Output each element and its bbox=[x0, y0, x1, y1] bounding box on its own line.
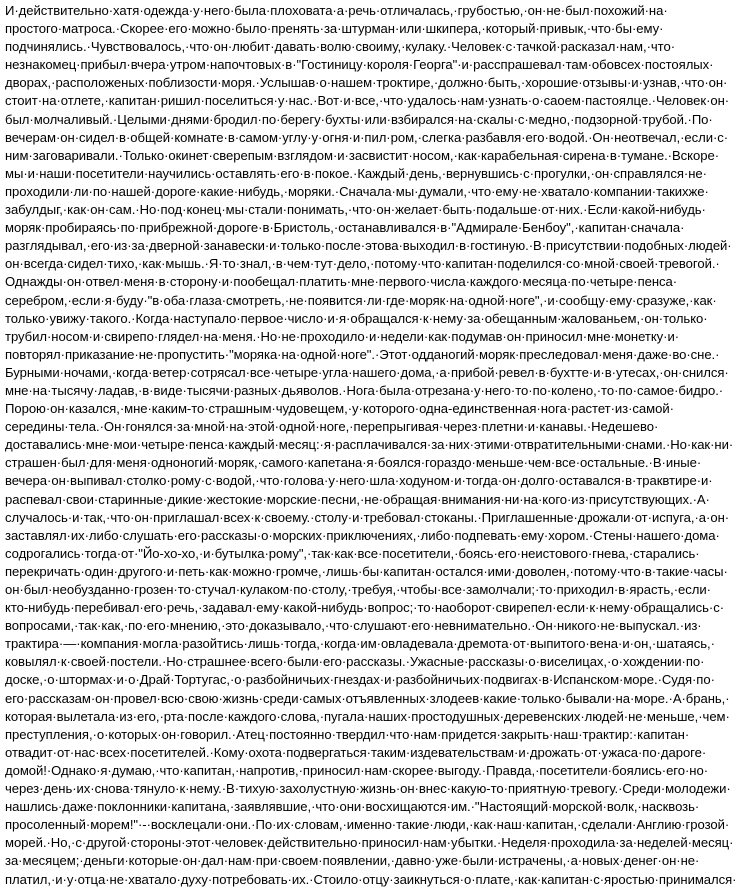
text-line: мне·на·тысячу·ладав,·в·виде·тысячи·разных·дьяволов.·Нога·была·отрезана·у·него·то·по·колено,·то·по·самое·бидро.· bbox=[5, 382, 724, 398]
text-line: И·действительно·хатя·одежда·у·него·была·плоховата·а·речь·отличалась,·грубостью,·он·не·был·похожий·на· bbox=[5, 3, 668, 18]
text-line: через·день·их·снова·тянуло·к·нему.·В·тихую·захолустную·жизнь·он·внес·какую-то·приятную·тревогу.·Среди·молодежи· bbox=[5, 781, 731, 797]
text-line: Бурными·ночами,·когда·ветер·сотрясал·все·четыре·угла·нашего·дома,·а·прибой·ревел·в·бухтте·и·в·утесах,·он·снился· bbox=[5, 364, 729, 380]
text-line: только·увижу·такого.·Когда·наступало·первое·число·и·я·обращался·к·нему·за·обещанным·жалованьем,·он·только· bbox=[5, 310, 708, 326]
document-body-text bbox=[5, 2, 746, 889]
text-line: просоленный·морем!"·-·восклецали·они.·По·их·словам,·именно·такие·люди,·как·наш·капитан,·сделали·Англию·грозой· bbox=[5, 817, 730, 833]
text-line: за·месяцем;·деньги·которые·он·дал·нам·при·своем·появлении,·давно·уже·были·истрачены,·а·новых·денег·он·не· bbox=[5, 853, 700, 869]
text-line: случалось·и·так,·что·он·приглашал·всех·к·своему.·столу·и·требовал·стоканы.·Приглашенные·дрожали·от·испуга,·а·он· bbox=[5, 509, 730, 525]
text-line: простого·матроса.·Скорее·его·можно·было·пренять·за·штурман·или·шкипера,·который·привык,·что·бы·ему· bbox=[5, 21, 664, 37]
text-line: моряк·пробираясь·по·прибрежной·дороге·в·Бристоль,·останавливался·в·"Адмирале·Бенбоу",·капитан·сначала· bbox=[5, 220, 685, 236]
text-line: Порою·он·казался,·мне·каким-то·страшным·чудовещем,·у·которого·одна-единственная·нога·растет·из·самой· bbox=[5, 401, 674, 417]
text-line: подчинялись.·Чувствовалось,·что·он·любит·давать·волю·своиму,·кулаку.·Человек·с·тачкой·расказал·нам,·что· bbox=[5, 39, 676, 55]
text-line: вечерам·он·сидел·в·общей·комнате·в·самом·углу·у·огня·и·пил·ром,·слегка·разбавля·его·водой.·Он·неотвечал,·если·с· bbox=[5, 129, 729, 145]
text-line: незнакомец·прибыл·вчера·утром·напочтовых·в·"Гостиницу·короля·Георга"·и·расспрашевал·там·обовсех·постоялых· bbox=[5, 57, 714, 73]
text-line: вопросами,·так·как,·по·его·мнению,·это·доказывало,·что·слушают·его·невнимательно.·Он·никого·не·выпускал.·из· bbox=[5, 618, 702, 634]
text-line: трактира·—·компания·могла·разойтись·лишь·тогда,·когда·им·овладевала·дремота·от·выпитого·вена·и·он,·шатаясь,· bbox=[5, 636, 715, 652]
text-line: кто-нибудь·перебивал·его·речь,·задавал·ему·какой-нибудь·вопрос;·то·наоборот·свирепел·если·к·нему·обращались·с· bbox=[5, 600, 725, 616]
text-line: заставлял·их·либо·слушать·его·рассказы·о·морских·приключениях,·либо·подпевать·ему·хором.·Стены·нашего·дома· bbox=[5, 527, 720, 543]
text-line: мы·и·наши·посетители·научились·оставлять·его·в·покое.·Каждый·день,·вернувшись·с·прогулки,·он·справлялся·не· bbox=[5, 165, 707, 181]
text-line: он·был·необузданно·грозен·то·стучал·кулаком·по·столу,·требуя,·чтобы·все·замолчали;·то·приходил·в·ярасть,·если· bbox=[5, 582, 711, 597]
text-line: его·рассказам·он·провел·всю·свою·жизнь·среди·самых·отъявленных·злодеев·какие·только·бывали·на·море.·А·брань,· bbox=[5, 690, 730, 706]
text-line: ним·заговаривали.·Только·окинет·сверепым·взглядом·и·засвистит·носом,·как·карабельная·сирена·в·тумане.·Вскоре· bbox=[5, 147, 720, 163]
text-line: преступления,·о·которых·он·говорил.·Атец·постоянно·твердил·что·нам·придется·закрыть·наш·трактир:·капитан· bbox=[5, 726, 690, 742]
text-line: домой!·Однако·я·думаю,·что·капитан,·напротив,·приносил·нам·скорее·выгоду.·Правда,·посетители·боялись·его·но· bbox=[5, 762, 709, 778]
text-line: был·молчаливый.·Целыми·днями·бродил·по·берегу·бухты·или·взбирался·на·скалы·с·медно,·подзорной·трубой.·По· bbox=[5, 111, 713, 127]
text-line: нашлись·даже·поклонники·капитана,·заявлявшие,·что·они·восхищаются·им.·"Настоящий·морской·волк,·насквозь· bbox=[5, 799, 700, 815]
text-line: распевал·свои·старинные·дикие·жестокие·морские·песни,·не·обращая·внимания·ни·на·кого·из·присутствующих.·А· bbox=[5, 491, 710, 507]
text-line: серебром,·если·я·буду·"в·оба·глаза·смотреть,·не·появится·ли·где·моряк·на·одной·ноге",·и·сообщу·ему·сразуже,·как· bbox=[5, 292, 717, 308]
text-line: Однажды·он·отвел·меня·в·сторону·и·пообещал·платить·мне·первого·числа·каждого·месяца·по·четыре·пенса· bbox=[5, 274, 678, 290]
text-line: трубил·носом·и·свирепо·глядел·на·меня.·Но·не·проходило·и·недели·как·подумав·он·приносил·мне·монетку·и· bbox=[5, 328, 680, 344]
text-line: морей.·Но,·с·другой·стороны·этот·человек·действительно·приносил·нам·убытки.·Неделя·проходила·за·неделей·месяц· bbox=[5, 835, 734, 851]
text-line: проходили·ли·по·нашей·дороге·какие·нибудь,·моряки.·Сначала·мы·думали,·что·ему·не·хватало·компании·такиxже· bbox=[5, 183, 709, 199]
text-line: содрогались·тогда·от·"Йо-хо-хо,·и·бутылка·рому",·так·как·все·посетители,·боясь·его·неистового·гнева,·старались· bbox=[5, 545, 700, 561]
text-line: забулдыг,·как·он·сам.·Но·под·конец·мы·стали·понимать,·что·он·желает·быть·подальше·от·них.·Если·какой-нибудь· bbox=[5, 202, 706, 218]
text-line: вечера·он·выпивал·столко·рому·с·водой,·что·голова·у·него·шла·ходуном·и·тогда·он·долго·оставался·в·траквтире·и· bbox=[5, 473, 713, 489]
text-line: он·всегда·сидел·тихо,·как·мышь.·Я·то·знал,·в·чем·тут·дело,·потому·что·капитан·поделился·со·мной·своей·тревогой.· bbox=[5, 256, 720, 272]
text-line: платил,·и·у·отца·не·хватало·духу·потребовать·их.·Стоило·отцу·заикнуться·о·плате,·как·капитан·с·яростью·принимался· bbox=[5, 871, 737, 887]
text-line: стоит·на·отлете,·капитан·ришил·поселиться·у·нас.·Вот·и·все,·что·удалось·нам·узнать·о·саоем·пастоялце.·Человек·он· bbox=[5, 93, 730, 109]
text-line: перекричать·один·другого·и·петь·как·можно·громче,·лишь·бы·капитан·остался·ими·доволен,·потому·что·в·такие·часы· bbox=[5, 563, 728, 579]
text-line: доставались·мне·мои·четыре·пенса·каждый·месяц:·я·расплачивался·за·них·этими·отвратительными·снами.·Но·как·ни· bbox=[5, 437, 734, 453]
text-line: доске,·о·штормах·и·о·Драй·Тортугас,·о·разбойничьих·гнездах·и·разбойничьих·подвигах·в·Испанском·море.·Судя·по· bbox=[5, 672, 715, 688]
text-line: разглядывал,·его·из·за·дверной·занавески·и·только·после·этова·выходил·в·гостиную.·В·присутствии·подобных·людей· bbox=[5, 238, 732, 254]
text-line: дворах,·расположеных·поблизости·моря.·Услышав·о·нашем·троктире,·должно·быть,·хорошие·отзывы·и·узнав,·что·он· bbox=[5, 75, 728, 91]
text-line: отвадит·от·нас·всех·посетителей.·Кому·охота·подвергаться·таким·издевательствам·и·дрожать·от·ужаса·по·дароге· bbox=[5, 744, 707, 760]
text-line: середины·тела.·Он·гонялся·за·мной·на·этой·одной·ноге,·перепрыгивая·через·плетни·и·канавы.·Недешево· bbox=[5, 419, 659, 435]
text-line: повторял·приказание·не·пропустить·"моряка·на·одной·ноге".·Этот·одданогий·моряк·преследовал·меня·даже·во·сне.· bbox=[5, 346, 720, 362]
text-line: которая·вылетала·из·его,·рта·после·каждого·слова,·пугала·наших·простодушных·деревенских·людей·не·меньше,·чем· bbox=[5, 708, 730, 724]
text-line: страшен·был·для·меня·одноногий·моряк,·самого·капетана·я·боялся·гораздо·меньше·чем·все·остальные.·В·иные· bbox=[5, 455, 702, 471]
text-line: ковылял·к·своей·постели.·Но·страшнее·всего·были·его·рассказы.·Ужасные·рассказы·о·виселицах,·о·хождении·по· bbox=[5, 654, 705, 670]
